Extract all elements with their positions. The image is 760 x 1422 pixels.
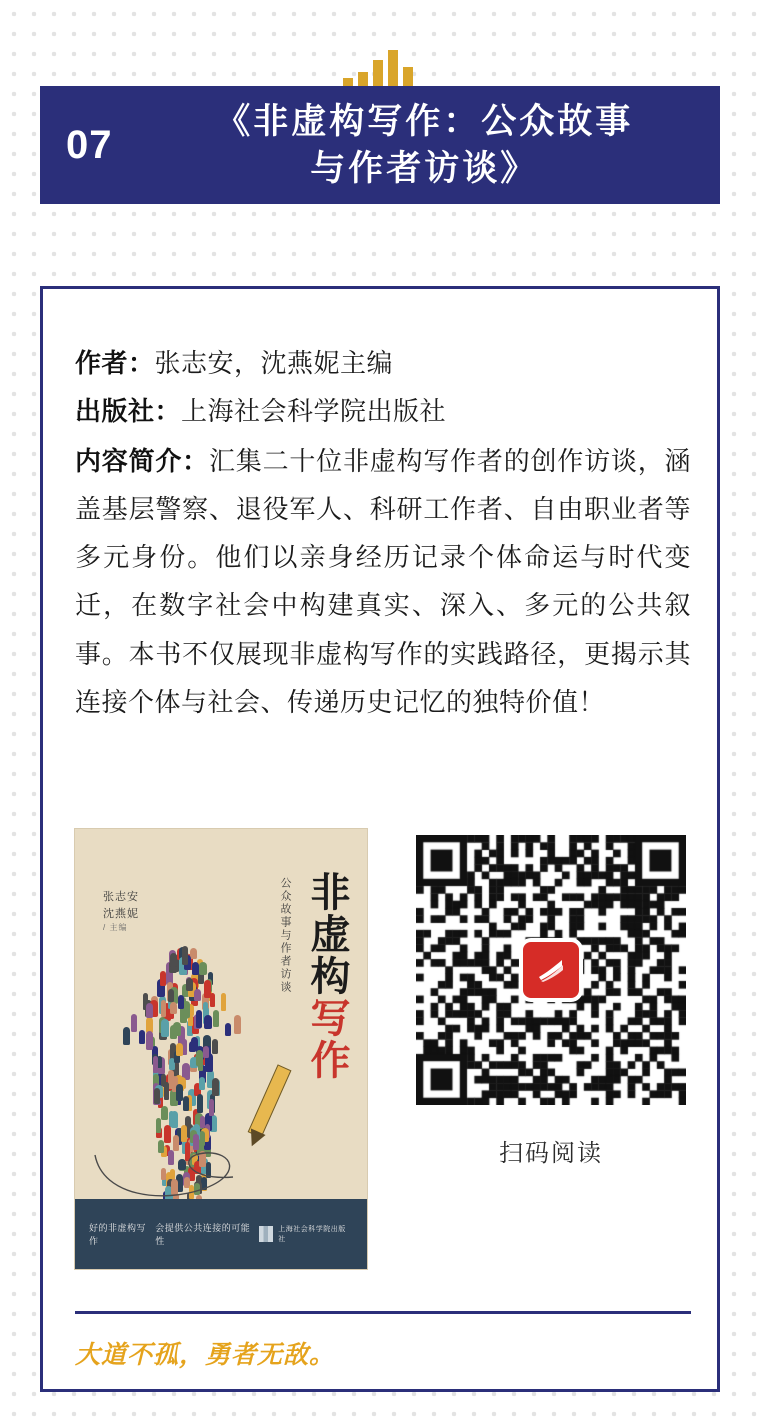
- slogan-text: 大道不孤，勇者无敌。: [75, 1341, 336, 1369]
- qr-block: [411, 829, 691, 1168]
- cover-footer-mid: 会提供公共连接的可能性: [155, 1223, 251, 1246]
- book-cover-image: [75, 829, 367, 1269]
- author-value: 张志安，沈燕妮主编: [154, 348, 394, 378]
- cover-footer-publisher: [259, 1224, 353, 1244]
- divider: [75, 1311, 691, 1314]
- cover-author-text: [103, 889, 139, 934]
- pencil-line-squiggle: [93, 1147, 273, 1203]
- qr-code[interactable]: [416, 835, 686, 1105]
- cover-side-text: 公众故事与作者访谈: [279, 877, 291, 994]
- cover-author-line-1: 张志安: [103, 891, 139, 903]
- page-title: [155, 98, 695, 193]
- app-logo-icon: [519, 938, 583, 1002]
- publisher-label: 出版社：: [75, 396, 182, 427]
- summary-row: [75, 437, 691, 726]
- summary-label: 内容简介：: [75, 446, 209, 477]
- cover-main-title: [301, 871, 349, 1081]
- author-label: 作者：: [75, 348, 155, 378]
- cover-author-line-2: 沈燕妮: [103, 907, 139, 920]
- page-title-line-2: 与作者访谈》: [310, 149, 539, 188]
- cover-footer-publisher-text: 上海社会科学院出版社: [278, 1226, 346, 1243]
- cover-title-red: 写作: [305, 997, 349, 1081]
- publisher-logo-icon: [259, 1226, 273, 1242]
- page-title-line-1: 《非虚构写作：公众故事: [215, 101, 634, 141]
- book-info: [75, 339, 691, 726]
- pencil-icon: [225, 1061, 291, 1157]
- item-number: 07: [66, 123, 113, 167]
- equalizer-bars-icon: [343, 50, 433, 86]
- publisher-row: [75, 387, 691, 435]
- title-band: [40, 86, 720, 204]
- cover-title-black: 非虚构: [305, 871, 349, 997]
- cover-footer: [75, 1199, 367, 1269]
- book-card: [40, 286, 720, 1392]
- summary-value: 汇集二十位非虚构写作者的创作访谈，涵盖基层警察、退役军人、科研工作者、自由职业者等多元身份。他们以亲身经历记录个体命运与时代变迁，在数字社会中构建真实、深入、多元的公共叙事。本书不仅展现非虚构写作的实践路径，更揭示其连接个体与社会、传递历史记忆的独特价值！: [75, 446, 691, 717]
- cover-author-role: / 主编: [103, 923, 128, 932]
- media-row: [75, 829, 691, 1269]
- cover-footer-left: 好的非虚构写作: [89, 1223, 147, 1246]
- author-row: [75, 339, 691, 387]
- qr-caption: 扫码阅读: [499, 1140, 603, 1167]
- publisher-value: 上海社会科学院出版社: [181, 396, 447, 427]
